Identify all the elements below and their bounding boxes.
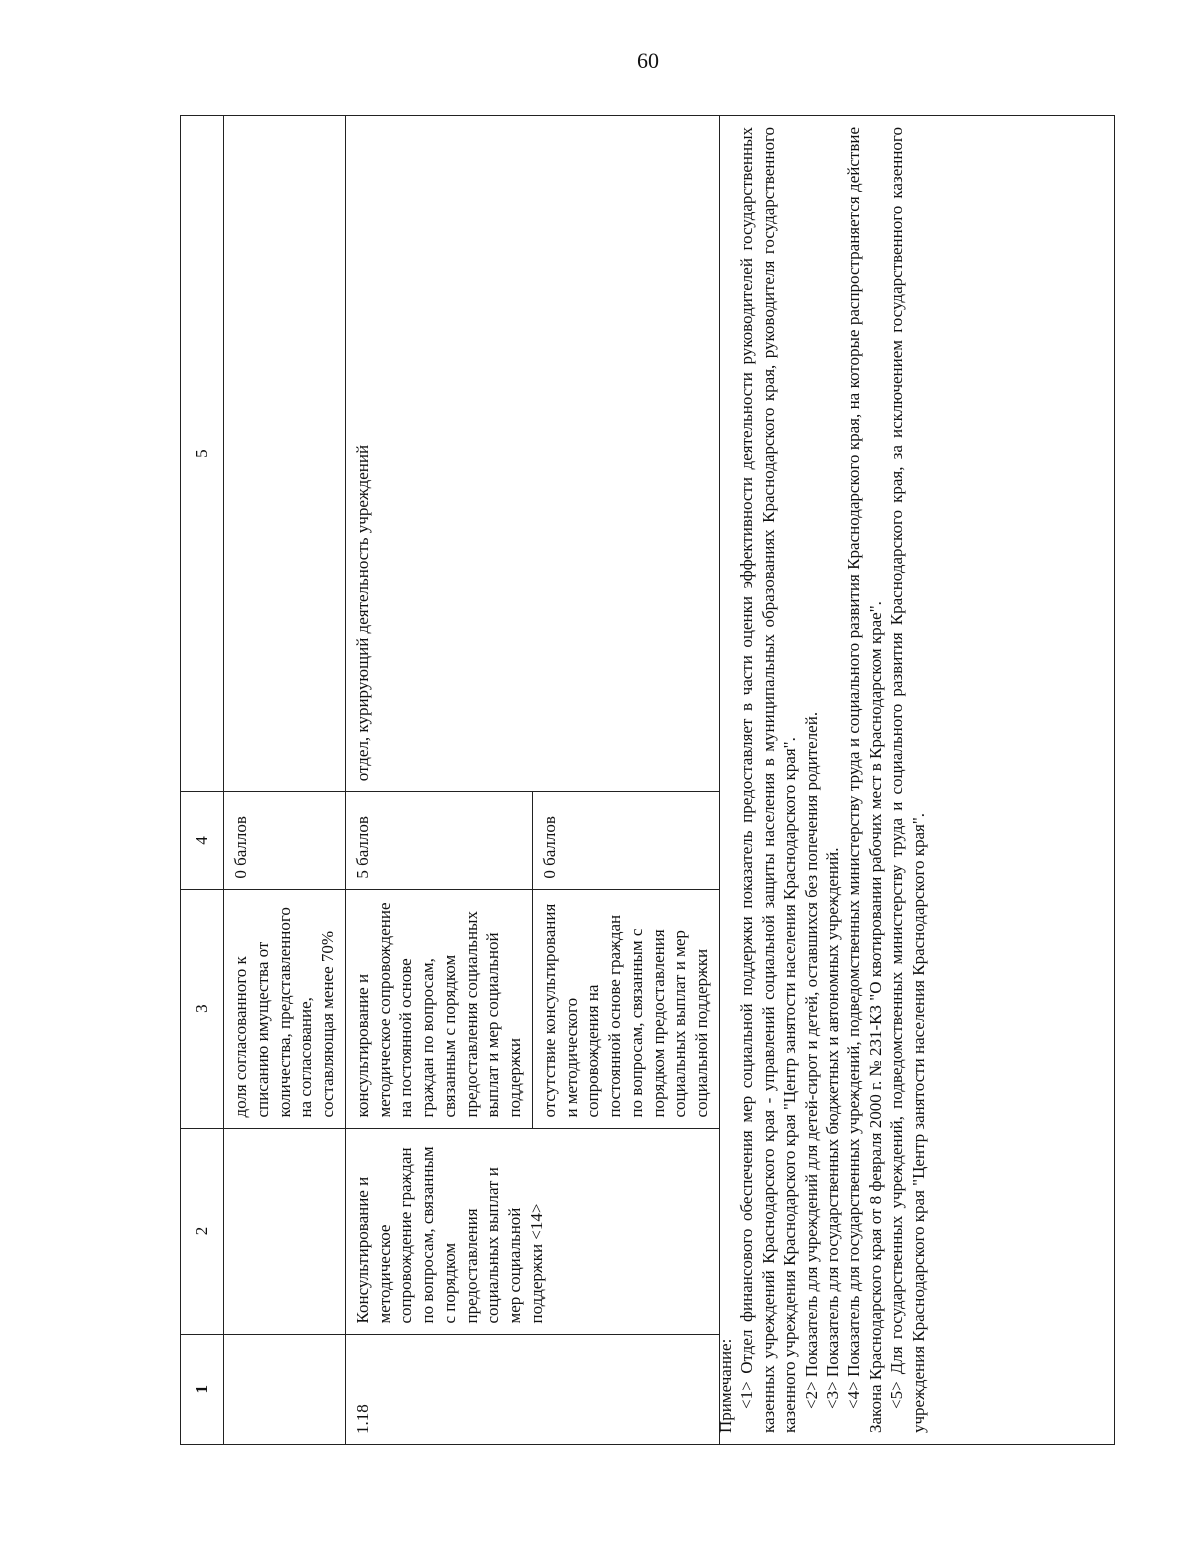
indicator-cell: Консультирование и методическое сопровождение граждан по вопросам, связанным с порядком предоставления социальных выплат и мер социальной поддержки <14>	[345, 1128, 719, 1334]
column-header-5: 5	[181, 116, 224, 792]
criterion-cell: доля согласованного к списанию имущества от количества, представленного на согласование, составляющая менее 70%	[224, 889, 346, 1128]
table-header-row	[181, 116, 224, 1445]
indicator-cell	[224, 1128, 346, 1334]
row-number-cell	[224, 1334, 346, 1444]
score-cell: 0 баллов	[224, 792, 346, 889]
note-item: <3> Показатель для государственных бюджетных и автономных учреждений.	[823, 847, 843, 1409]
table-row	[345, 116, 532, 1445]
responsible-cell	[224, 116, 346, 792]
responsible-cell: отдел, курирующий деятельность учреждений	[345, 116, 719, 792]
page-number: 60	[637, 48, 659, 73]
column-header-3: 3	[181, 889, 224, 1128]
note-item: <2> Показатель для учреждений для детей-сирот и детей, оставшихся без попечения родителей.	[801, 711, 821, 1409]
score-cell: 0 баллов	[532, 792, 719, 889]
criteria-table	[180, 115, 720, 1445]
column-header-4: 4	[181, 792, 224, 889]
score-cell: 5 баллов	[345, 792, 532, 889]
row-number-cell: 1.18	[345, 1334, 719, 1444]
note-item: <5> Для государственных учреждений, подведомственных министерству труда и социального развития Краснодарского края, за исключением государственного казенного учреждения Краснодарского края "Центр занятости населения Краснодарского края".	[887, 127, 928, 1433]
table-row	[224, 116, 346, 1445]
rotated-page-content	[180, 115, 1115, 1445]
note-item: <4> Показатель для государственных учреждений, подведомственных министерству труда и социального развития Краснодарского края, на которые распространяется действие Закона Краснодарского края от 8 февраля 2000 г. № 231-КЗ "О квотировании рабочих мест в Краснодарском крае".	[844, 127, 885, 1433]
note-item: <1> Отдел финансового обеспечения мер социальной поддержки показатель предоставляет в части оценки эффективности деятельности руководителей государственных казенных учреждений Краснодарского края - управлений социальной защиты населения в муниципальных образованиях Краснодарского края, руководителя государственного казенного учреждения Краснодарского края "Центр занятости населения Краснодарского края".	[737, 127, 800, 1433]
criterion-cell: консультирование и методическое сопровождение на постоянной основе граждан по вопросам, связанным с порядком предоставления социальных выплат и мер социальной поддержки	[345, 889, 532, 1128]
notes-title: Примечание:	[716, 1338, 735, 1433]
notes-section	[715, 127, 929, 1433]
column-header-1: 1	[181, 1334, 224, 1444]
criterion-cell: отсутствие консультирования и методического сопровождения на постоянной основе граждан по вопросам, связанным с порядком предоставления социальных выплат и мер социальной поддержки	[532, 889, 719, 1128]
column-header-2: 2	[181, 1128, 224, 1334]
